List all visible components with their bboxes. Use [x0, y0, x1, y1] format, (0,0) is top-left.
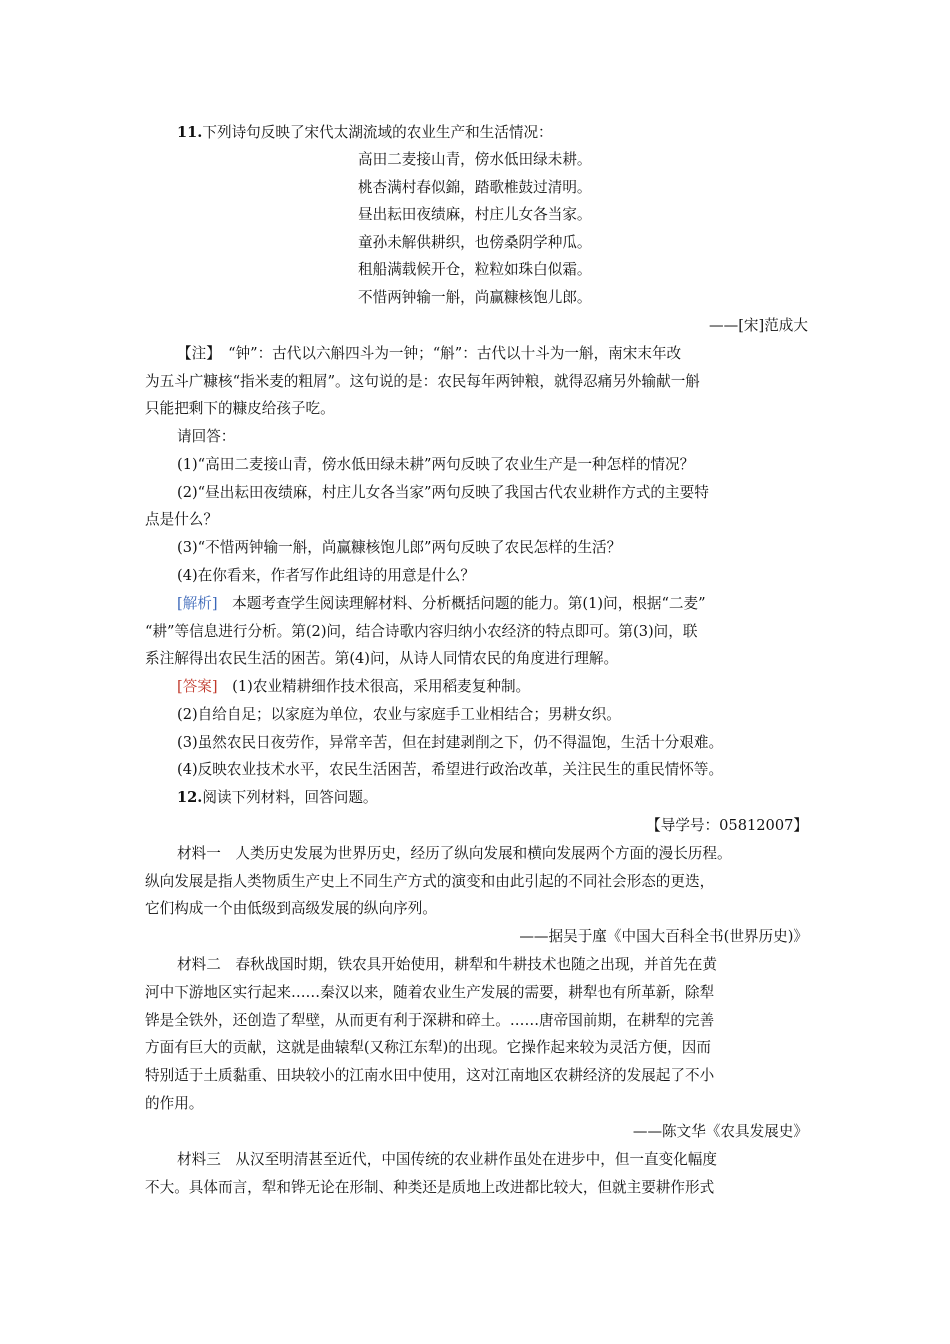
answer-label: [答案] [177, 678, 218, 695]
answer-line: (2)自给自足；以家庭为单位，农业与家庭手工业相结合；男耕女织。 [177, 706, 621, 723]
poem-line: 租船满载候开仓，粒粒如珠白似霜。 [358, 261, 592, 278]
material-line: 它们构成一个由低级到高级发展的纵向序列。 [145, 900, 437, 917]
note-line: 为五斗广糠核“指米麦的粗屑”。这句说的是：农民每年两钟粮，就得忍痛另外输献一斛 [145, 373, 700, 390]
material-source: ——据吴于廑《中国大百科全书(世界历史)》 [519, 928, 808, 945]
q11-stem: 下列诗句反映了宋代太湖流域的农业生产和生活情况： [202, 124, 553, 141]
note-line: 【注】 “钟”：古代以六斛四斗为一钟；“斛”：古代以十斗为一斛，南宋末年改 [177, 345, 682, 362]
sub-question: 点是什么？ [145, 511, 218, 528]
q12-number: 12. [177, 789, 203, 806]
answer-text: (1)农业精耕细作技术很高，采用稻麦复种制。 [217, 678, 531, 695]
answer-line: (3)虽然农民日夜劳作，异常辛苦，但在封建剥削之下，仍不得温饱，生活十分艰难。 [177, 734, 724, 751]
q11-number: 11. [177, 124, 203, 141]
poem-line: 童孙未解供耕织，也傍桑阴学种瓜。 [358, 234, 592, 251]
sub-question: (2)“昼出耘田夜绩麻，村庄儿女各当家”两句反映了我国古代农业耕作方式的主要特 [177, 484, 709, 501]
analysis-line: “耕”等信息进行分析。第(2)问，结合诗歌内容归纳小农经济的特点即可。第(3)问，联 [145, 623, 698, 640]
note-line: 只能把剩下的糠皮给孩子吃。 [145, 400, 335, 417]
q11-stem-line [177, 123, 553, 143]
q12-stem: 阅读下列材料，回答问题。 [202, 789, 378, 806]
poem-line: 不惜两钟输一斛，尚赢糠核饱儿郎。 [358, 289, 592, 306]
answer-line [177, 677, 530, 697]
material-line: 不大。具体而言，犁和铧无论在形制、种类还是质地上改进都比较大，但就主要耕作形式 [145, 1179, 715, 1196]
material-line: 特别适于土质黏重、田块较小的江南水田中使用，这对江南地区农耕经济的发展起了不小 [145, 1067, 715, 1084]
analysis-line [177, 594, 706, 614]
material-line: 河中下游地区实行起来……秦汉以来，随着农业生产发展的需要，耕犁也有所革新，除犁 [145, 984, 715, 1001]
material-line: 铧是全铁外，还创造了犁壁，从而更有利于深耕和碎土。……唐帝国前期，在耕犁的完善 [145, 1012, 715, 1029]
sub-question: (4)在你看来，作者写作此组诗的用意是什么？ [177, 567, 475, 584]
sub-question: (1)“高田二麦接山青，傍水低田绿未耕”两句反映了农业生产是一种怎样的情况？ [177, 456, 695, 473]
poem-line: 桃杏满村春似錦，踏歌椎鼓过清明。 [358, 179, 592, 196]
material-source: ——陈文华《农具发展史》 [632, 1123, 808, 1140]
material-line: 的作用。 [145, 1095, 204, 1112]
sub-question: (3)“不惜两钟输一斛，尚赢糠核饱儿郎”两句反映了农民怎样的生活？ [177, 539, 622, 556]
analysis-line: 系注解得出农民生活的困苦。第(4)问，从诗人同情农民的角度进行理解。 [145, 650, 619, 667]
poem-line: 昼出耘田夜绩麻，村庄儿女各当家。 [358, 206, 592, 223]
poem-line: 高田二麦接山青，傍水低田绿未耕。 [358, 151, 592, 168]
guide-number: 【导学号：05812007】 [646, 817, 808, 834]
material-line: 纵向发展是指人类物质生产史上不同生产方式的演变和由此引起的不同社会形态的更迭， [145, 873, 715, 890]
material-line: 方面有巨大的贡献，这就是曲辕犁(又称江东犁)的出现。它操作起来较为灵活方便，因而 [145, 1039, 711, 1056]
material-line: 材料一 人类历史发展为世界历史，经历了纵向发展和横向发展两个方面的漫长历程。 [177, 845, 732, 862]
poem-attribution: ——[宋]范成大 [709, 317, 808, 334]
analysis-label: [解析] [177, 595, 218, 612]
q12-stem-line [177, 788, 378, 808]
answer-line: (4)反映农业技术水平，农民生活困苦，希望进行政治改革，关注民生的重民情怀等。 [177, 761, 724, 778]
analysis-text: 本题考查学生阅读理解材料、分析概括问题的能力。第(1)问，根据“二麦” [217, 595, 706, 612]
material-line: 材料二 春秋战国时期，铁农具开始使用，耕犁和牛耕技术也随之出现，并首先在黄 [177, 956, 717, 973]
material-line: 材料三 从汉至明清甚至近代，中国传统的农业耕作虽处在进步中，但一直变化幅度 [177, 1151, 717, 1168]
answer-prompt: 请回答： [177, 428, 236, 445]
